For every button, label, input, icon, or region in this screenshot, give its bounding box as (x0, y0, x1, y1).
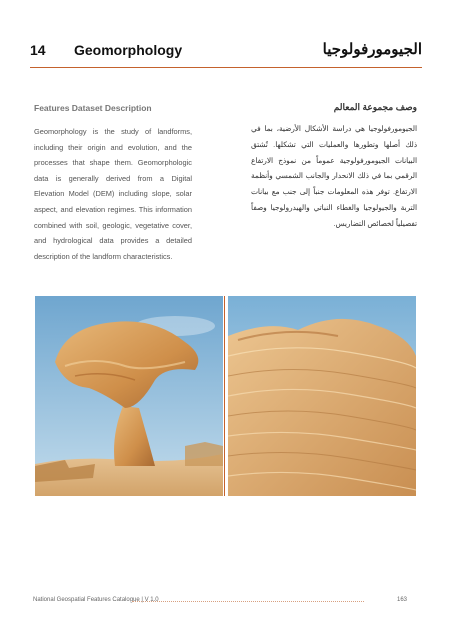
footer-page-number: 163 (396, 597, 407, 603)
section-body-ar: الجيومورفولوجيا هي دراسة الأشكال الأرضية، بما في ذلك أصلها وتطورها والعمليات التي تشكلها. تُشتق البيانات الجيومورفولوجية عموماً من نموذج الارتفاع الرقمي بما في ذلك الانحدار والجانب الشمسي وأنظمة الارتفاع. توفر هذه المعلومات جنباً إلى جنب مع بيانات التربة والجيولوجيا والغطاء النباتي والهيدرولوجيا وصفاً تفصيلياً لخصائص التضاريس. (251, 124, 417, 228)
page-header (30, 40, 422, 64)
mushroom-rock-photo (35, 296, 223, 496)
section-title-en: Features Dataset Description (34, 103, 152, 113)
footer-catalogue: National Geospatial Features Catalogue | V 1.0 (33, 597, 159, 603)
section-title-ar: وصف مجموعة المعالم (333, 102, 417, 112)
header-rule (30, 67, 422, 68)
chapter-title-en: Geomorphology (74, 42, 183, 58)
image-divider (224, 296, 225, 496)
chapter-title-ar: الجيومورفولوجيا (322, 41, 422, 58)
section-body-en: Geomorphology is the study of landforms, including their origin and evolution, and the processes that shape them. Geomorphologic data is generally derived from a Digital Elevation Model (DEM) including slope, solar aspect, and elevation regimes. This information combined with soil, geologic, vegetative cover, and hydrological data provides a detailed description of the landform characteristics. (34, 127, 192, 261)
sandstone-layers-photo (228, 296, 416, 496)
footer-dotted-leader (132, 601, 364, 602)
chapter-number: 14 (30, 42, 46, 58)
